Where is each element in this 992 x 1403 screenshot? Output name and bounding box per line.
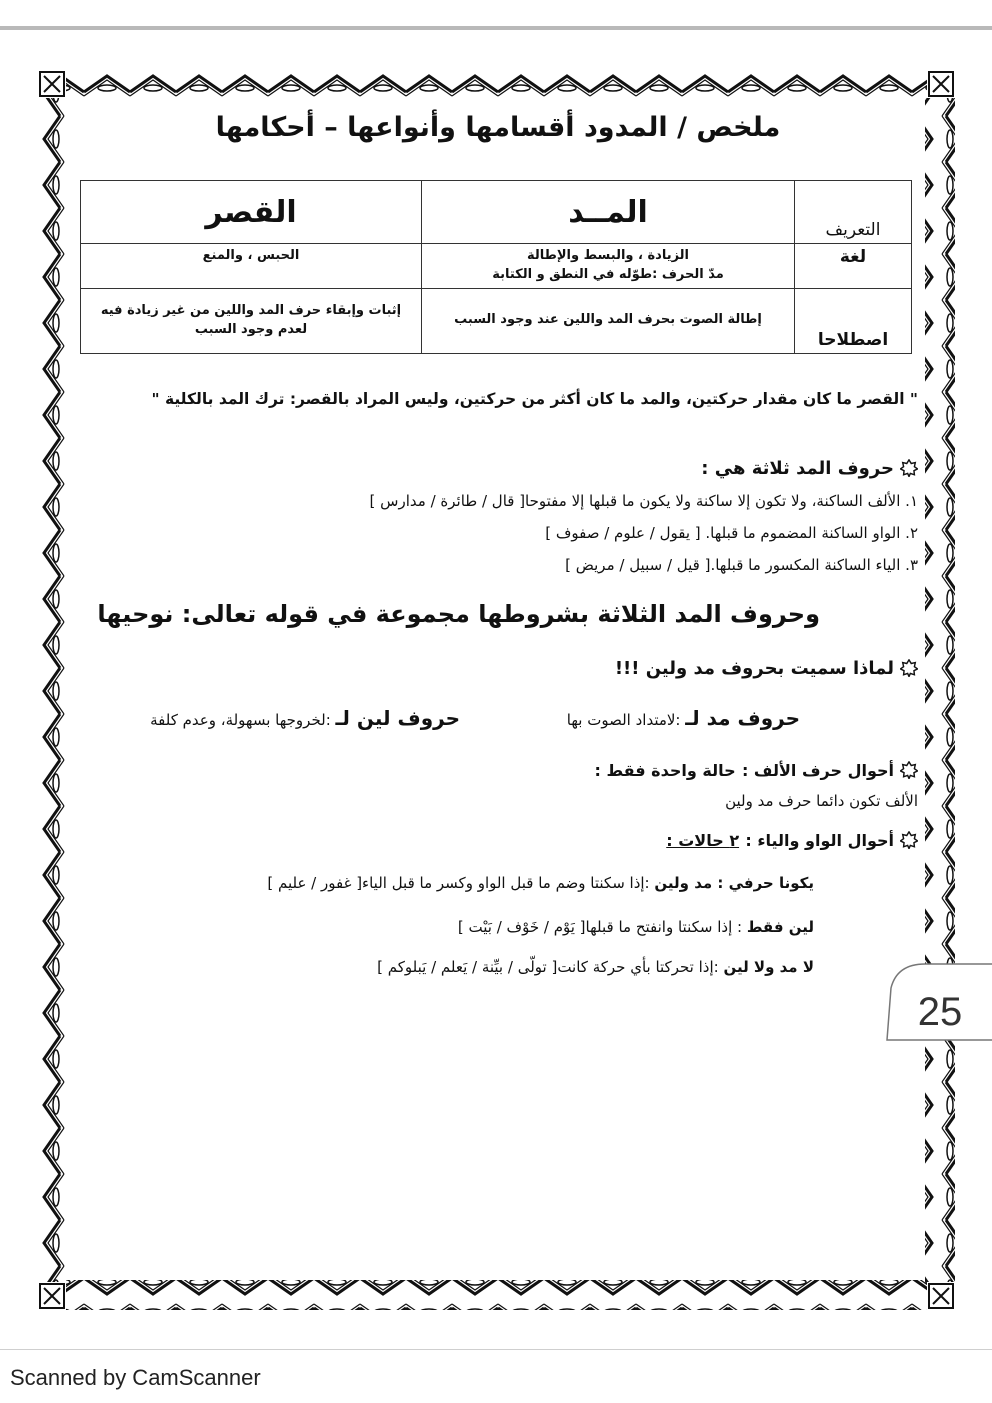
leen-reason bbox=[150, 706, 460, 730]
list-item: ٣. الياء الساكنة المكسور ما قبلها.[ قيل / سبيل / مريض ] bbox=[565, 556, 918, 574]
star-bullet-icon bbox=[900, 831, 918, 849]
qasr-istilah-line: لعدم وجود السبب bbox=[194, 321, 308, 337]
waw-ya-heading bbox=[666, 830, 918, 851]
istilah-label: اصطلاحا bbox=[795, 288, 912, 353]
madd-lugha-line: مدّ الحرف :طوّله في النطق و الكتابة bbox=[492, 266, 724, 282]
lugha-label: لغة bbox=[795, 244, 912, 289]
table-header-row bbox=[81, 181, 912, 244]
qasr-header: القصر bbox=[81, 181, 422, 244]
case-item bbox=[458, 918, 814, 936]
madd-istilah-cell: إطالة الصوت بحرف المد واللين عند وجود السبب bbox=[422, 288, 795, 353]
letters-heading bbox=[701, 458, 918, 479]
madd-header: المــد bbox=[422, 181, 795, 244]
case-text: :إذا سكنتا وضم ما قبل الواو وكسر ما قبل الياء[ غفور / عليم ] bbox=[267, 874, 650, 892]
top-rule bbox=[0, 26, 992, 30]
case-item bbox=[377, 958, 814, 976]
case-text: : إذا سكنتا وانفتح ما قبلها[ يَوْم / خَوْف / بَيْت ] bbox=[457, 918, 743, 936]
qasr-lugha-cell: الحبس ، والمنع bbox=[81, 244, 422, 289]
table-row bbox=[81, 244, 912, 289]
madd-reason bbox=[567, 706, 800, 730]
page-title: ملخص / المدود أقسامها وأنواعها – أحكامها bbox=[215, 112, 781, 143]
qasr-quote: " القصر ما كان مقدار حركتين، والمد ما كان أكثر من حركتين، وليس المراد بالقصر: ترك المد بالكلية " bbox=[151, 390, 918, 408]
gathered-statement: وحروف المد الثلاثة بشروطها مجموعة في قوله تعالى: نوحيها bbox=[97, 600, 820, 628]
qasr-istilah-line: إثبات وإبقاء حرف المد واللين من غير زيادة فيه bbox=[100, 302, 402, 318]
letters-heading-text: حروف المد ثلاثة هي : bbox=[701, 458, 894, 479]
scanner-footer: Scanned by CamScanner bbox=[10, 1365, 261, 1390]
star-bullet-icon bbox=[900, 659, 918, 677]
list-item: ٢. الواو الساكنة المضموم ما قبلها. [ يقول / علوم / صفوف ] bbox=[545, 524, 918, 542]
footer-rule bbox=[0, 1349, 992, 1350]
definitions-table bbox=[80, 180, 912, 354]
waw-ya-heading-value: ٢ حالات : bbox=[666, 831, 740, 850]
leen-reason-text: :لخروجها بسهولة، وعدم كلفة bbox=[150, 711, 331, 729]
alif-text: الألف تكون دائما حرف مد ولين bbox=[725, 792, 918, 810]
alif-heading-text: أحوال حرف الألف : bbox=[741, 761, 894, 780]
case-text: :إذا تحركتا بأي حركة كانت[ تولّى / بيِّنة / يَعلم / يَبلوكم ] bbox=[377, 958, 719, 976]
definition-header: التعريف bbox=[795, 181, 912, 244]
page-number: 25 bbox=[917, 990, 963, 1034]
case-item bbox=[267, 874, 814, 892]
waw-ya-heading-text: أحوال الواو والياء : bbox=[745, 831, 894, 850]
list-item: ١. الألف الساكنة، ولا تكون إلا ساكنة ولا يكون ما قبلها إلا مفتوحا[ قال / طائرة / مدارس ] bbox=[369, 492, 918, 510]
alif-heading-value: حالة واحدة فقط : bbox=[594, 761, 736, 780]
why-heading bbox=[615, 658, 918, 679]
leen-term: حروف لين لـ bbox=[335, 706, 460, 730]
qasr-istilah-cell bbox=[81, 288, 422, 353]
table-row bbox=[81, 288, 912, 353]
madd-lugha-cell bbox=[422, 244, 795, 289]
madd-term: حروف مد لـ bbox=[685, 706, 800, 730]
madd-lugha-line: الزيادة ، والبسط والإطالة bbox=[526, 248, 690, 263]
star-bullet-icon bbox=[900, 761, 918, 779]
case-term: يكونا حرفي : مد ولين bbox=[654, 874, 814, 892]
star-bullet-icon bbox=[900, 459, 918, 477]
case-term: لا مد ولا لين bbox=[723, 958, 814, 976]
madd-reason-text: :لامتداد الصوت بها bbox=[566, 711, 681, 729]
why-heading-text: لماذا سميت بحروف مد ولين !!! bbox=[614, 658, 894, 679]
case-term: لين فقط bbox=[746, 918, 814, 936]
alif-heading bbox=[595, 760, 918, 781]
